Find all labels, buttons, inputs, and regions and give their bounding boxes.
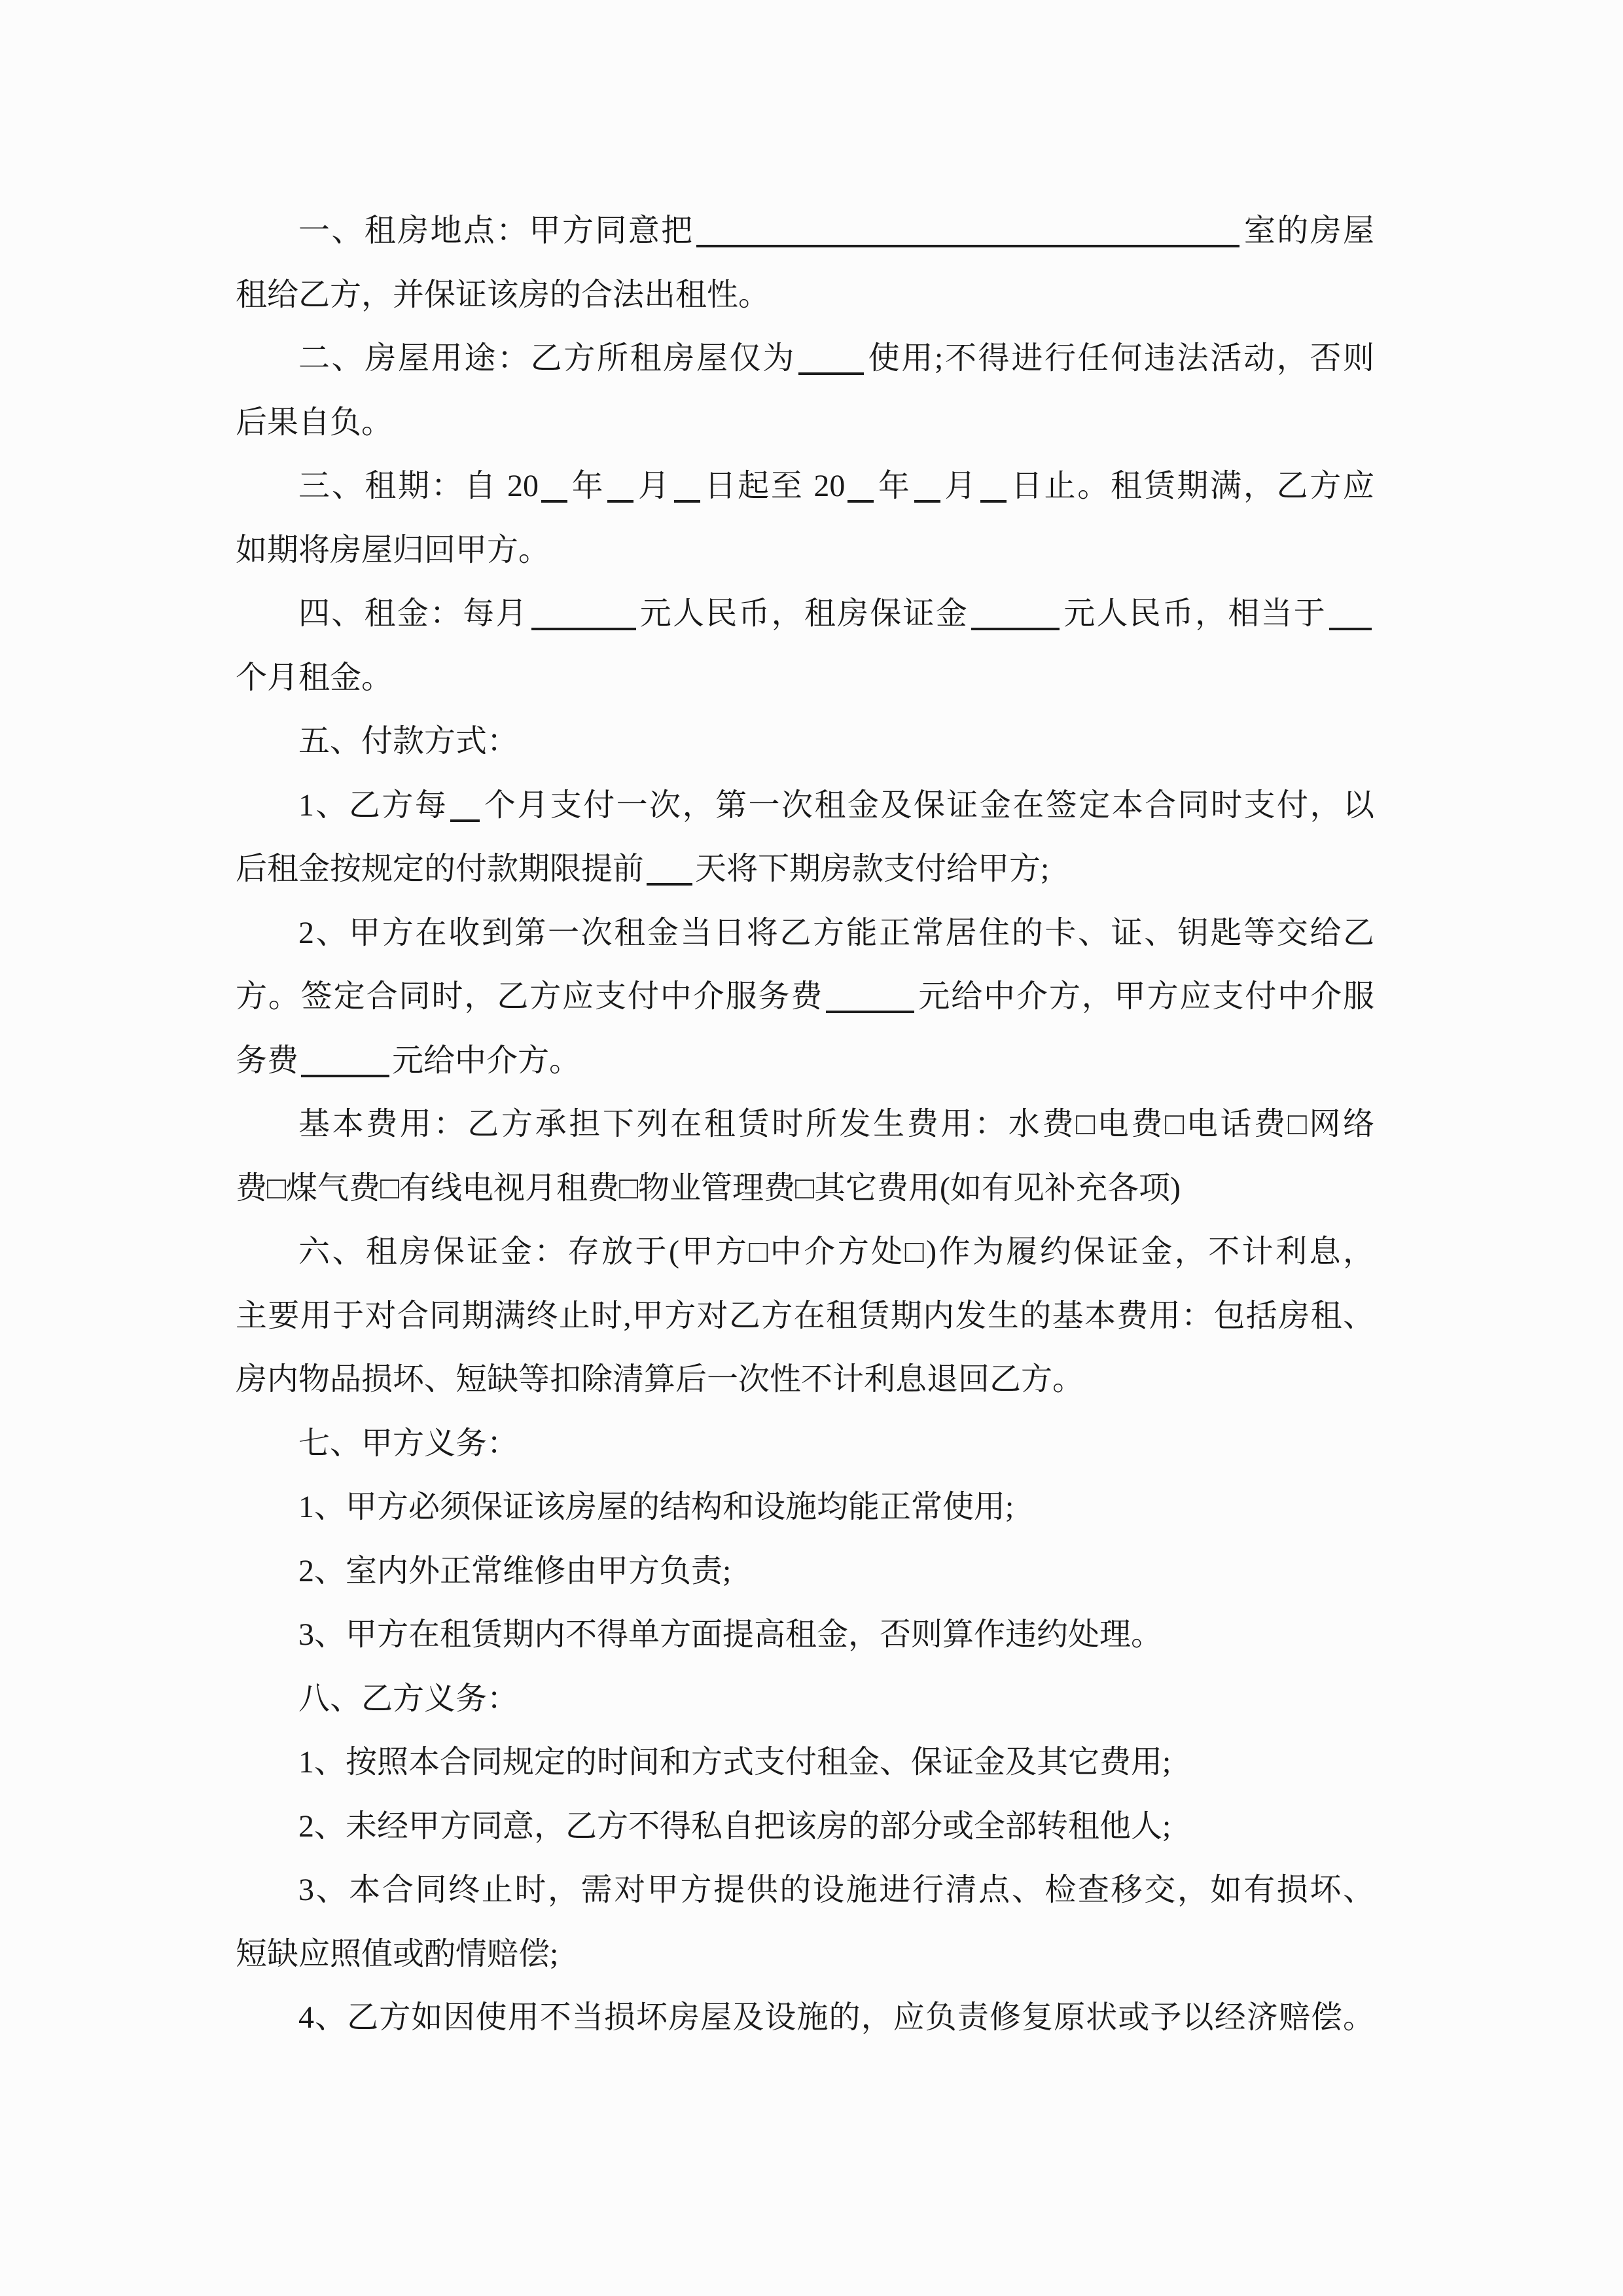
line-text: 七、甲方义务： (298, 1426, 519, 1461)
contract-line (236, 1284, 1374, 1348)
contract-line (236, 1667, 1374, 1731)
contract-line (236, 1795, 1374, 1859)
fill-in-blank (674, 474, 700, 503)
fill-in-blank (450, 793, 480, 822)
contract-line (236, 1092, 1374, 1157)
line-text: 年 (569, 469, 605, 503)
contract-line (236, 327, 1374, 391)
fill-in-blank (647, 857, 692, 886)
fill-in-blank (696, 219, 1240, 247)
contract-line (236, 1220, 1374, 1284)
contract-line (236, 391, 1374, 455)
line-text: 二、房屋用途：乙方所租房屋仅为 (298, 341, 796, 376)
line-text: 1、乙方每 (298, 787, 448, 823)
line-text: 个月租金。 (236, 660, 393, 695)
line-text: 五、付款方式： (298, 724, 519, 759)
fill-in-blank (541, 474, 567, 503)
line-text: 一、租房地点：甲方同意把 (298, 213, 694, 248)
fill-in-blank (971, 601, 1060, 630)
contract-line (236, 837, 1374, 901)
contract-line (236, 1858, 1374, 1922)
contract-line (236, 1603, 1374, 1667)
line-text: 基本费用：乙方承担下列在租赁时所发生费用：水费□电费□电话费□网络 (298, 1107, 1374, 1141)
line-text: 如期将房屋归回甲方。 (236, 532, 550, 567)
line-text: 八、乙方义务： (298, 1681, 519, 1716)
contract-line (236, 774, 1374, 838)
line-text: 短缺应照值或酌情赔偿; (236, 1936, 559, 1971)
fill-in-blank (980, 474, 1007, 503)
line-text: 个月支付一次，第一次租金及保证金在签定本合同时支付，以 (482, 787, 1374, 823)
contract-line (236, 1539, 1374, 1604)
line-text: 室的房屋 (1242, 213, 1374, 248)
contract-line (236, 518, 1374, 583)
contract-line (236, 965, 1374, 1029)
contract-line (236, 582, 1374, 646)
line-text: 年 (876, 469, 912, 503)
line-text: 租给乙方，并保证该房的合法出租性。 (236, 277, 770, 312)
contract-line (236, 709, 1374, 774)
line-text: 天将下期房款支付给甲方; (695, 852, 1050, 886)
contract-line (236, 1986, 1374, 2050)
line-text: 元给中介方。 (392, 1043, 581, 1078)
contract-line (236, 646, 1374, 710)
line-text: 月 (636, 469, 671, 503)
fill-in-blank (826, 984, 914, 1013)
contract-line (236, 1157, 1374, 1221)
line-text: 三、租期：自 20 (298, 469, 539, 503)
fill-in-blank (847, 474, 874, 503)
contract-line (236, 901, 1374, 965)
line-text: 方。签定合同时，乙方应支付中介服务费 (236, 979, 824, 1014)
line-text: 元人民币，相当于 (1061, 596, 1327, 631)
line-text: 3、甲方在租赁期内不得单方面提高租金，否则算作违约处理。 (298, 1617, 1163, 1652)
line-text: 2、室内外正常维修由甲方负责; (298, 1553, 732, 1588)
line-text: 使用;不得进行任何违法活动，否则 (866, 341, 1374, 376)
contract-line (236, 1475, 1374, 1539)
line-text: 元人民币，租房保证金 (638, 596, 969, 631)
line-text: 日起至 20 (702, 469, 846, 503)
line-text: 月 (942, 469, 978, 503)
fill-in-blank (914, 474, 940, 503)
line-text: 房内物品损坏、短缺等扣除清算后一次性不计利息退回乙方。 (236, 1362, 1084, 1397)
line-text: 1、按照本合同规定的时间和方式支付租金、保证金及其它费用; (298, 1745, 1171, 1780)
line-text: 2、甲方在收到第一次租金当日将乙方能正常居住的卡、证、钥匙等交给乙 (298, 915, 1374, 950)
contract-line (236, 1731, 1374, 1795)
fill-in-blank (1329, 601, 1372, 630)
contract-line (236, 1922, 1374, 1986)
contract-line (236, 454, 1374, 518)
line-text: 4、乙方如因使用不当损坏房屋及设施的，应负责修复原状或予以经济赔偿。 (298, 2000, 1374, 2035)
contract-line (236, 1029, 1374, 1093)
line-text: 后租金按规定的付款期限提前 (236, 852, 645, 886)
fill-in-blank (301, 1049, 389, 1077)
contract-line (236, 1412, 1374, 1476)
line-text: 费□煤气费□有线电视月租费□物业管理费□其它费用(如有见补充各项) (236, 1170, 1181, 1206)
fill-in-blank (531, 601, 636, 630)
line-text: 日止。租赁期满，乙方应 (1009, 469, 1374, 503)
line-text: 后果自负。 (236, 404, 393, 440)
fill-in-blank (607, 474, 633, 503)
line-text: 3、本合同终止时，需对甲方提供的设施进行清点、检查移交，如有损坏、 (298, 1873, 1374, 1907)
contract-line (236, 1348, 1374, 1412)
line-text: 主要用于对合同期满终止时,甲方对乙方在租赁期内发生的基本费用：包括房租、 (236, 1298, 1374, 1333)
line-text: 1、甲方必须保证该房屋的结构和设施均能正常使用; (298, 1490, 1014, 1524)
line-text: 2、未经甲方同意，乙方不得私自把该房的部分或全部转租他人; (298, 1808, 1171, 1844)
line-text: 四、租金：每月 (298, 596, 529, 631)
contract-line (236, 199, 1374, 263)
line-text: 务费 (236, 1043, 299, 1078)
fill-in-blank (798, 346, 864, 375)
contract-line (236, 263, 1374, 327)
line-text: 六、租房保证金：存放于(甲方□中介方处□)作为履约保证金，不计利息， (298, 1234, 1374, 1269)
line-text: 元给中介方，甲方应支付中介服 (917, 979, 1374, 1014)
